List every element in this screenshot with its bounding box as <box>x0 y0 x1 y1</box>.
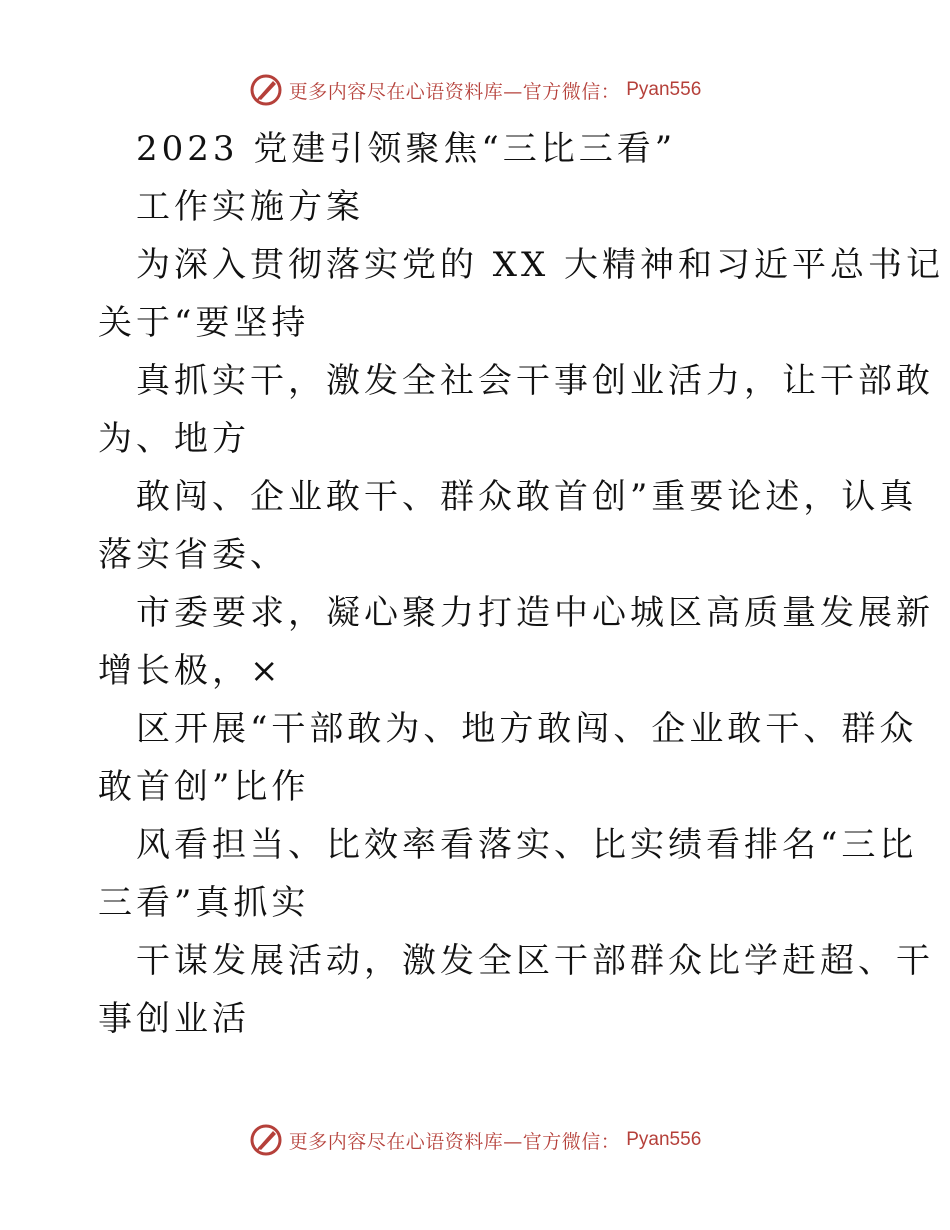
document-body <box>98 120 945 1048</box>
watermark-text: 更多内容尽在心语资料库—官方微信： <box>288 1130 621 1153</box>
feather-pen-logo-icon <box>249 1123 283 1157</box>
doc-line: 事创业活 <box>98 999 250 1039</box>
watermark-account: Pyan556 <box>626 79 702 100</box>
doc-title-line-2: 工作实施方案 <box>136 187 364 227</box>
doc-line: 干谋发展活动，激发全区干部群众比学赶超、干 <box>136 941 934 981</box>
doc-line: 市委要求，凝心聚力打造中心城区高质量发展新 <box>136 593 934 633</box>
watermark-text: 更多内容尽在心语资料库—官方微信： <box>288 80 621 103</box>
watermark-footer <box>0 1120 950 1160</box>
doc-line: 关于“要坚持 <box>98 303 310 343</box>
watermark-header <box>0 70 950 110</box>
doc-title-line-1: 2023 党建引领聚焦“三比三看” <box>136 129 677 169</box>
watermark-account: Pyan556 <box>626 1129 702 1150</box>
doc-line: 敢闯、企业敢干、群众敢首创”重要论述，认真 <box>136 477 918 517</box>
doc-line: 三看”真抓实 <box>98 883 310 923</box>
feather-pen-logo-icon <box>249 73 283 107</box>
doc-line: 为深入贯彻落实党的 XX 大精神和习近平总书记 <box>136 245 945 285</box>
doc-line: 风看担当、比效率看落实、比实绩看排名“三比 <box>136 825 918 865</box>
doc-line: 敢首创”比作 <box>98 767 310 807</box>
doc-line: 落实省委、 <box>98 535 288 575</box>
doc-line: 增长极，× <box>98 651 283 691</box>
doc-line: 真抓实干，激发全社会干事创业活力，让干部敢 <box>136 361 934 401</box>
doc-line: 为、地方 <box>98 419 250 459</box>
doc-line: 区开展“干部敢为、地方敢闯、企业敢干、群众 <box>136 709 918 749</box>
